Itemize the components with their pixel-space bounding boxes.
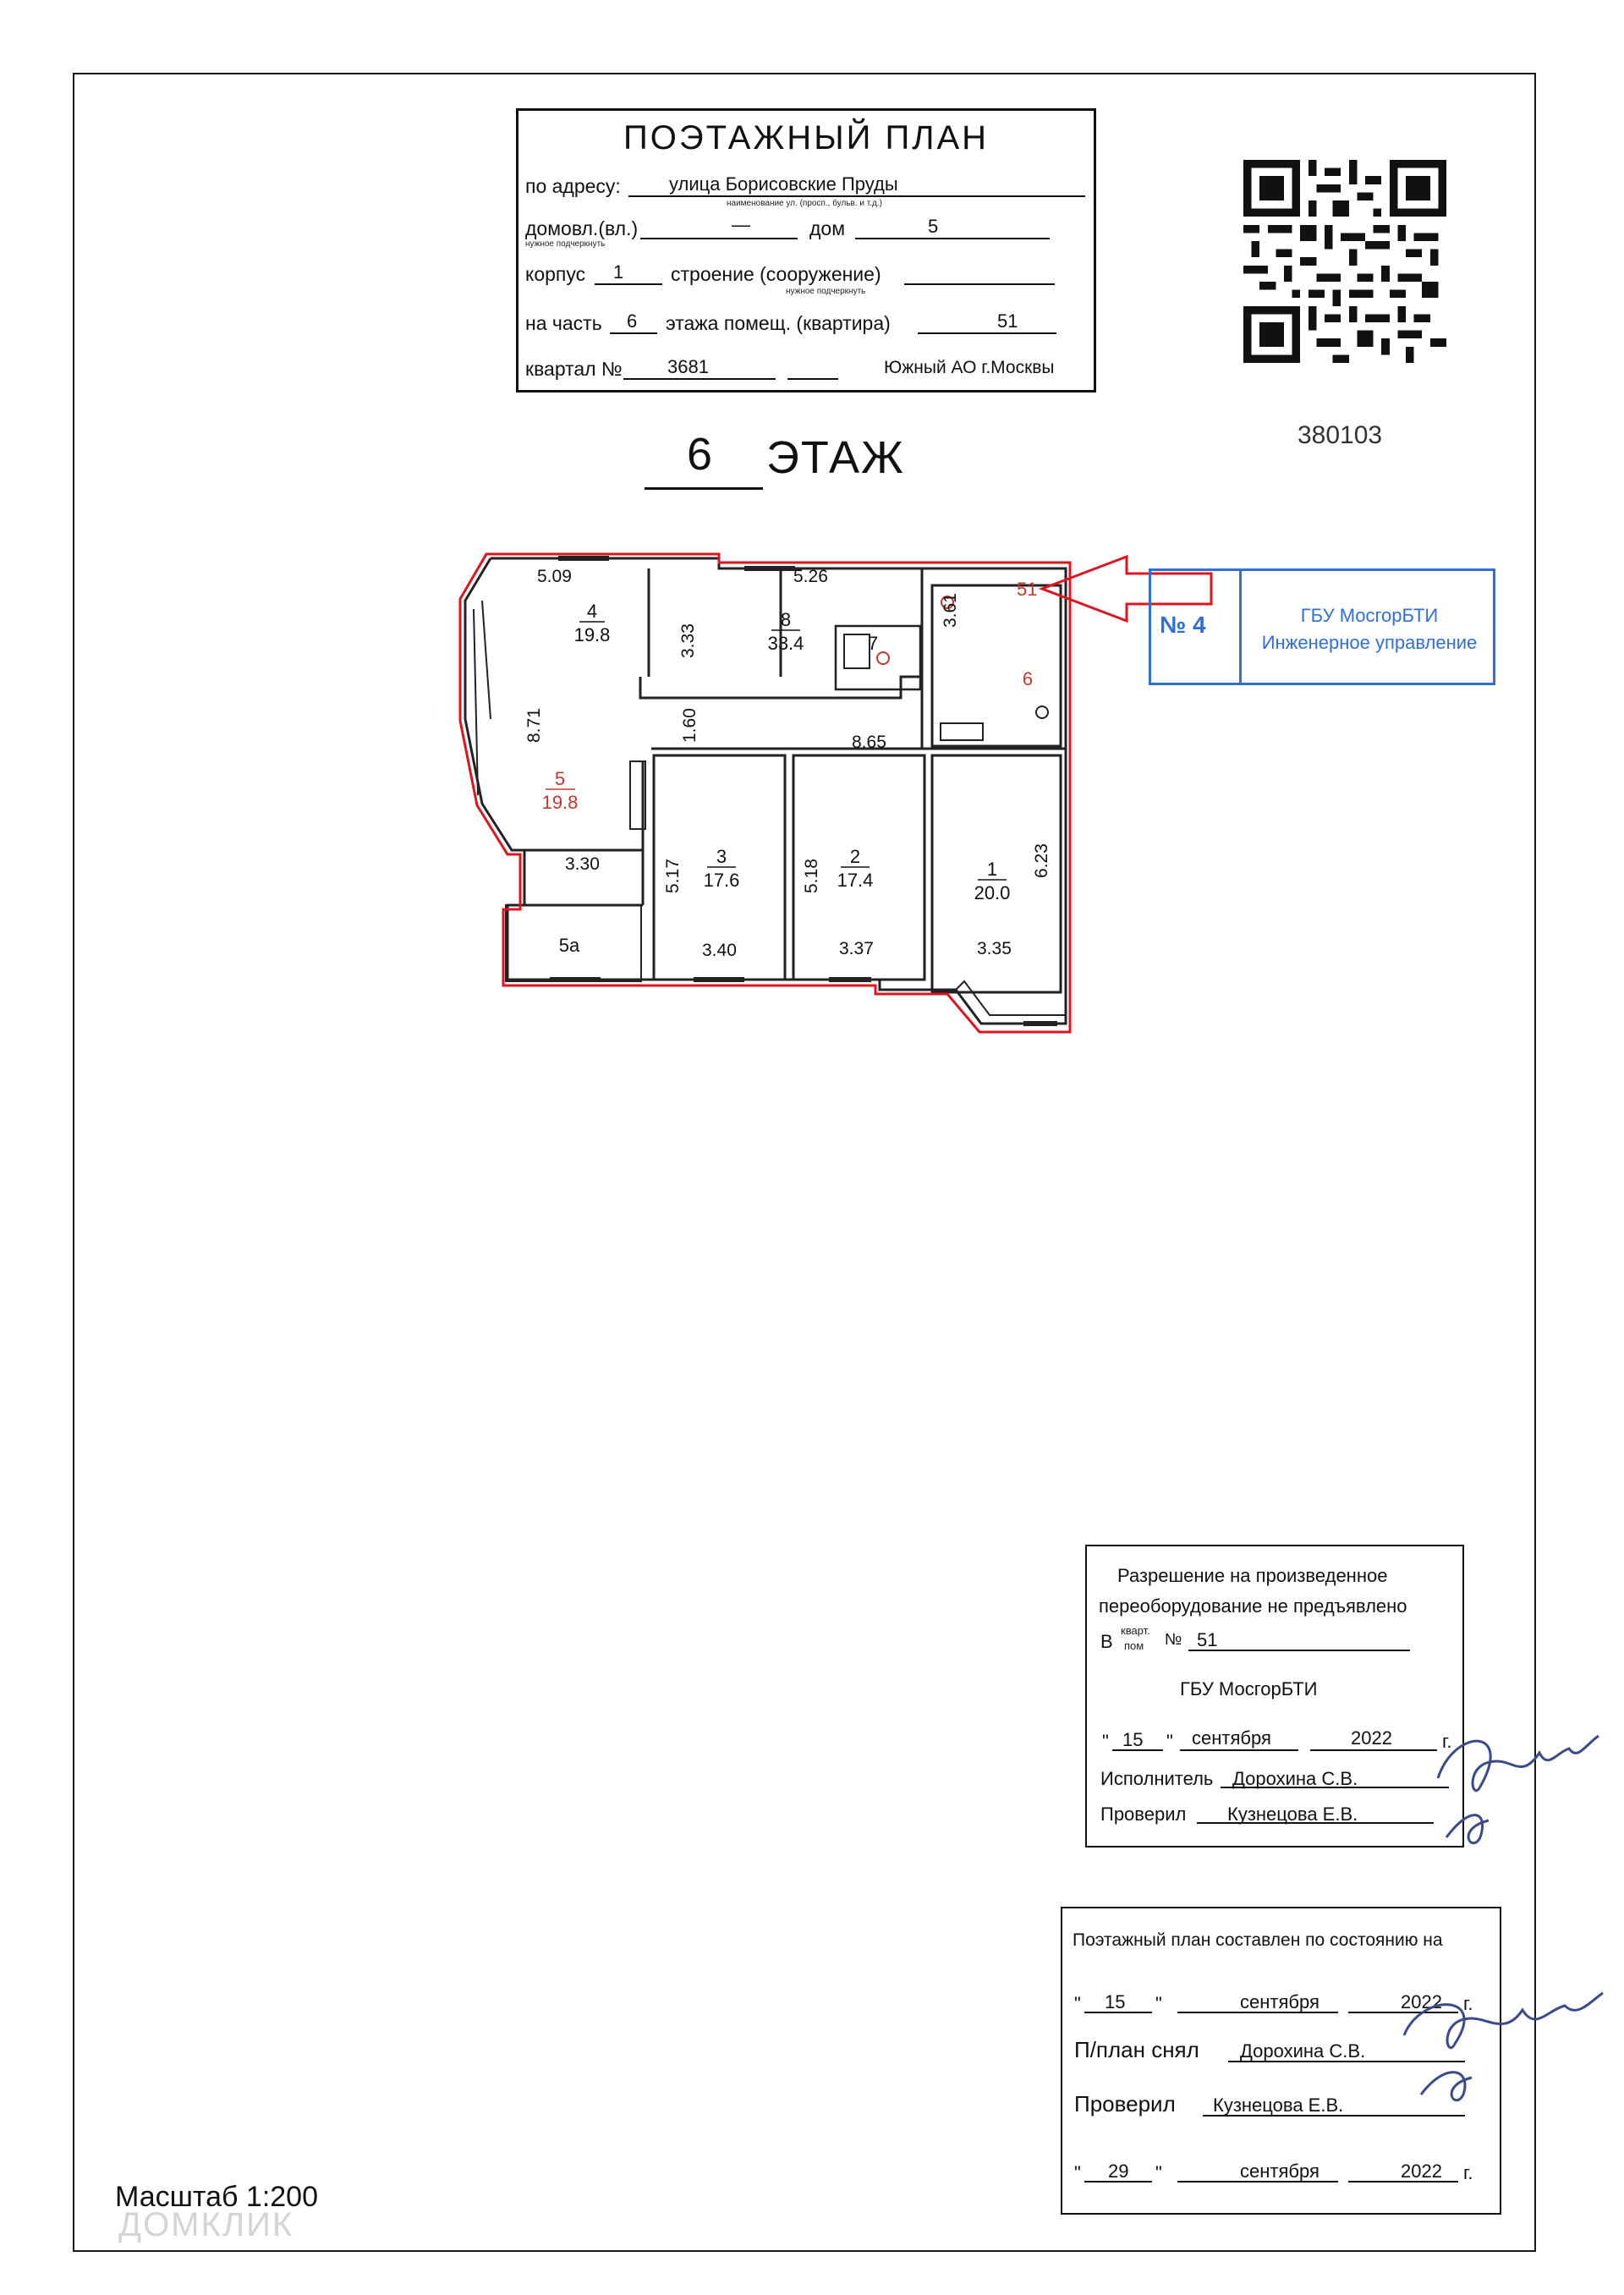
dim-label: 5.18 [802,859,821,893]
permission-kvart: кварт. [1121,1624,1150,1637]
room-area: 19.8 [573,624,611,645]
state-day-2: 29 [1108,2160,1129,2182]
state-g: г. [1463,1993,1473,2014]
room-number: 1 [986,859,998,880]
room-area: 17.4 [837,870,874,891]
apartment-marker: 51 [1017,579,1038,600]
dim-label: 3.33 [678,623,698,658]
permission-pom: пом [1124,1639,1144,1652]
dim-label: 8.71 [524,708,544,743]
dim-label: 1.60 [680,708,700,743]
room-area: 20.0 [974,882,1011,903]
state-month-2: сентября [1240,2160,1320,2182]
address-label: по адресу: [525,175,621,197]
floor-number: 6 [687,429,713,480]
permission-quote-open: " [1102,1731,1109,1752]
domovl-label: домовл.(вл.) [525,217,639,239]
permission-org: ГБУ МосгорБТИ [1180,1678,1318,1699]
kvartira-value: 51 [997,310,1018,332]
permission-number: 51 [1197,1629,1218,1650]
ispolnitel-label: Исполнитель [1100,1768,1214,1789]
kvartal-value: 3681 [667,356,709,377]
korpus-value: 1 [613,261,624,283]
stroenie-label: строение (сооружение) [671,263,881,285]
korpus-label: корпус [525,263,586,285]
room-number: 8 [780,609,792,630]
proveril-label: Проверил [1100,1804,1187,1825]
dim-label: 3.35 [977,939,1012,958]
dim-label: 6.23 [1032,843,1051,878]
dom-label: дом [809,217,846,239]
state-quote-open: " [1074,1993,1081,2014]
header-title: ПОЭТАЖНЫЙ ПЛАН [623,119,990,156]
permission-quote-close: " [1166,1731,1173,1752]
dim-label: 5.09 [537,567,572,586]
state-month: сентября [1240,1991,1320,2012]
state-quote-close: " [1155,1993,1162,2014]
permission-box [1085,1545,1464,1848]
state-proveril-label: Проверил [1074,2091,1176,2117]
room-area: 19.8 [541,792,579,813]
chast-label: на часть [525,312,602,334]
dim-label: 3.40 [702,941,737,960]
state-quote-open-2: " [1074,2162,1081,2183]
room-number: 7 [867,633,879,654]
qr-code-icon [1243,157,1446,365]
state-g-2: г. [1463,2162,1473,2183]
snyal-label: П/план снял [1074,2037,1199,2062]
domovl-value: — [732,214,750,235]
permission-day: 15 [1122,1729,1144,1750]
dim-label: 5.17 [663,859,683,893]
permission-prefix: В [1100,1631,1113,1652]
signature-ispolnitel [1421,1710,1607,1863]
room-number: 5 [554,768,566,789]
dom-value: 5 [928,216,939,237]
room-number: 6 [1022,668,1034,689]
dim-label: 3.30 [565,854,600,874]
floor-label: ЭТАЖ [766,432,905,483]
document-code: 380103 [1298,421,1383,449]
watermark: ДОМКЛИК [118,2206,294,2243]
dim-label: 3.37 [839,939,874,958]
kvartal-label: квартал № [525,358,623,380]
state-day: 15 [1105,1991,1126,2012]
address-hint: наименование ул. (просп., бульв. и т.д.) [727,199,882,208]
signature-snyal [1387,1985,1607,2120]
snyal-name: Дорохина С.В. [1240,2040,1366,2062]
stroenie-hint: нужное подчеркнуть [786,287,866,296]
room-number: 4 [586,601,598,622]
permission-no: № [1165,1631,1182,1649]
stamp-org: ГБУ МосгорБТИ [1300,605,1439,626]
state-year: 2022 [1401,1991,1442,2012]
address-value: улица Борисовские Пруды [669,173,898,195]
permission-month: сентября [1192,1727,1271,1749]
permission-g: г. [1442,1731,1452,1752]
permission-year: 2022 [1351,1727,1392,1749]
room-number: 3 [716,846,727,867]
room-area: 33.4 [767,633,804,654]
domovl-hint: нужное подчеркнуть [525,239,606,249]
stamp-number: № 4 [1160,612,1206,638]
state-proveril-name: Кузнецова Е.В. [1213,2095,1344,2116]
room-area: 17.6 [703,870,740,891]
permission-line1: Разрешение на произведенное [1117,1565,1388,1586]
district: Южный АО г.Москвы [884,358,1055,377]
stamp-dept: Инженерное управление [1261,632,1478,653]
state-year-2: 2022 [1401,2160,1442,2182]
proveril-name: Кузнецова Е.В. [1227,1804,1358,1825]
room-number: 2 [849,846,861,867]
bti-stamp [1149,568,1495,685]
room-number: 5а [558,935,580,956]
dim-label: 3.61 [941,593,960,628]
state-quote-close-2: " [1155,2162,1162,2183]
chast-value: 6 [627,310,638,332]
header-box [516,108,1096,393]
permission-line2: переоборудование не предъявлено [1099,1595,1407,1617]
dim-label: 8.65 [852,733,886,752]
dim-label: 5.26 [793,567,828,586]
floor-plan [440,516,1083,1040]
ispolnitel-name: Дорохина С.В. [1232,1768,1358,1789]
floor-underline [645,487,763,490]
scale-label: Масштаб 1:200 [115,2181,318,2213]
state-line1: Поэтажный план составлен по состоянию на [1073,1930,1443,1950]
etazha-label: этажа помещ. (квартира) [666,312,891,334]
